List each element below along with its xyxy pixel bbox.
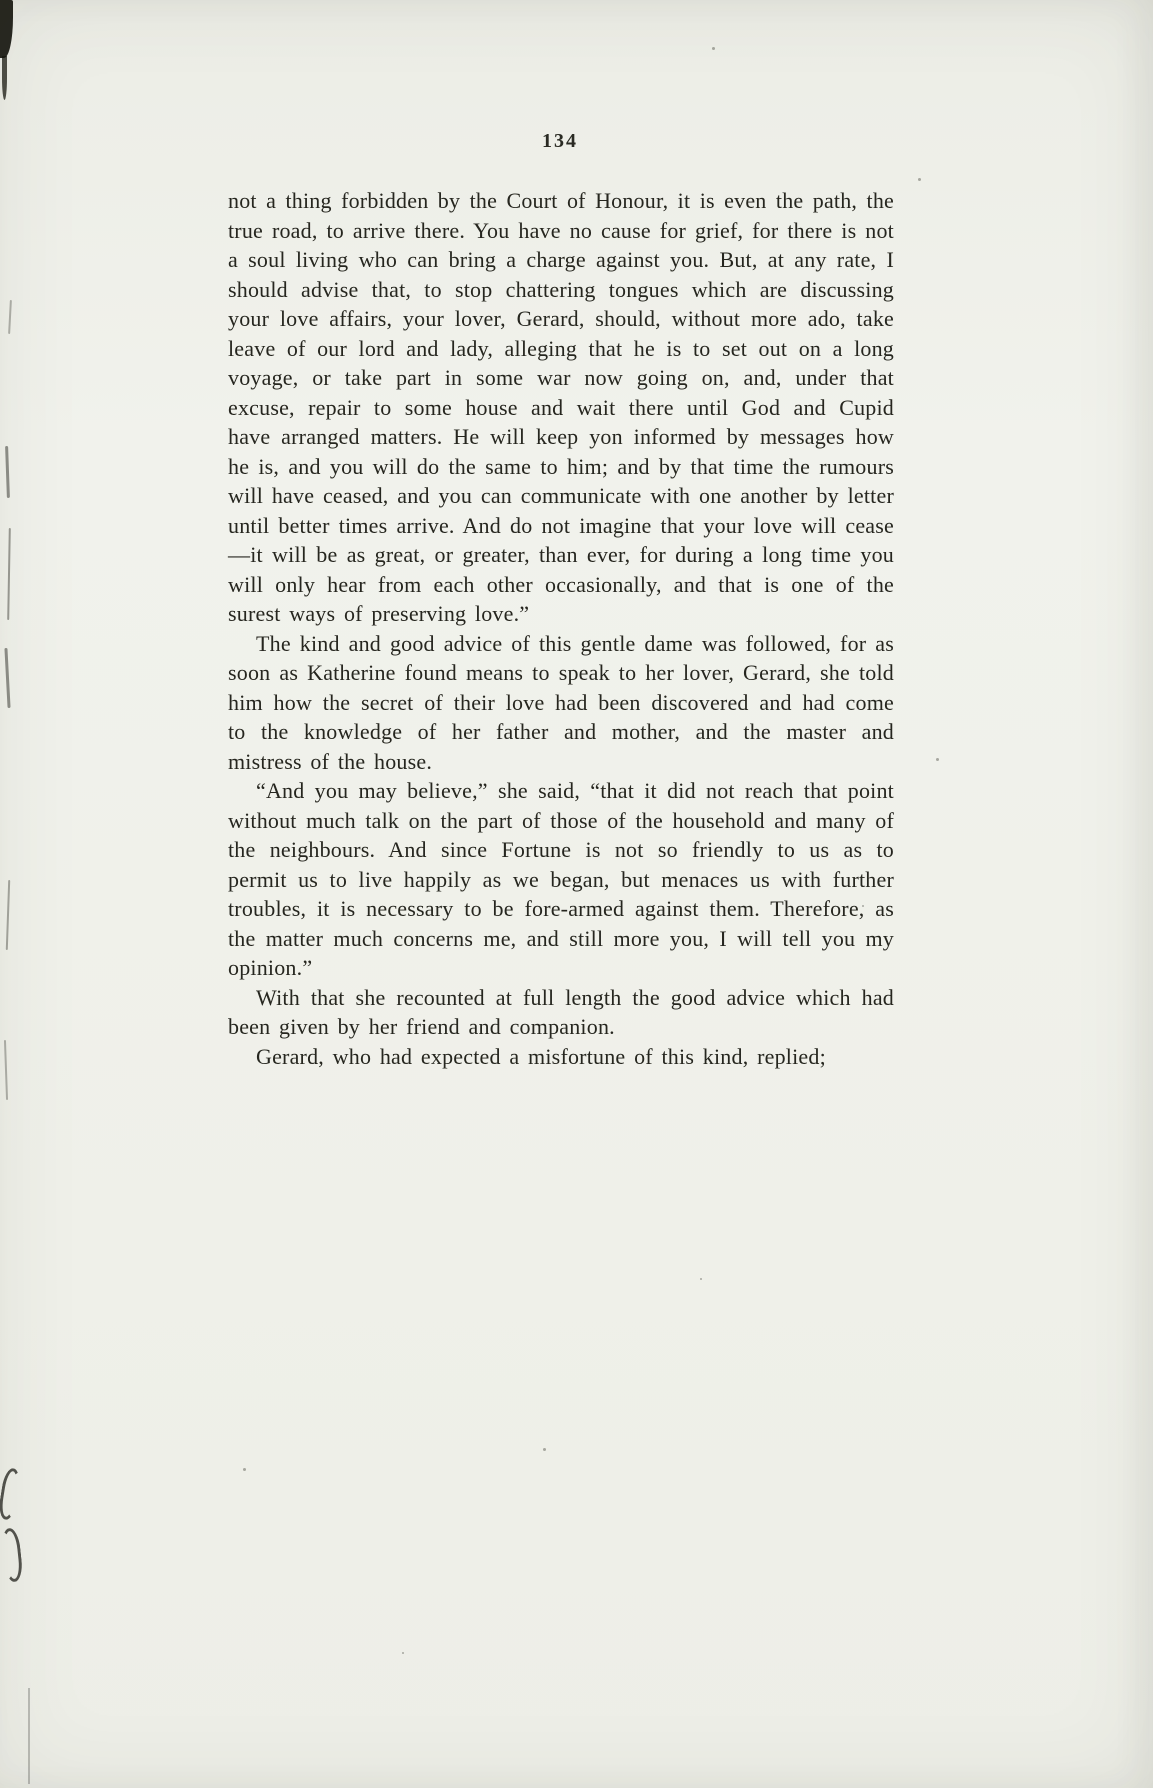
ink-blot [0, 0, 13, 58]
text-block [228, 186, 894, 1071]
page-number: 134 [542, 130, 578, 152]
paragraph-4: With that she recounted at full length the good advice which had been given by her friend and companion. [228, 984, 894, 1039]
ink-blot-tail [2, 56, 7, 100]
scan-speck [243, 1468, 246, 1471]
paragraph-1: not a thing forbidden by the Court of Honour, it is even the path, the true road, to arrive there. You have no cause for grief, for there is not a soul living who can bring a charge against you. But, at any rate, I should advise that, to stop chattering tongues which are discussing your love affairs, your lover, Gerard, should, without more ado, take leave of our lord and lady, alleging that he is to set out on a long voyage, or take part in some war now going on, and, under that excuse, repair to some house and wait there until God and Cupid have arranged matters. He will keep yon informed by messages how he is, and you will do the same to him; and by that time the rumours will have ceased, and you can communicate with one another by letter until better times arrive. And do not imagine that your love will cease—it will be as great, or greater, than ever, for during a long time you will only hear from each other occasionally, and that is one of the surest ways of preserving love.” [228, 188, 894, 626]
binding-mark [6, 880, 10, 950]
binding-mark [4, 1040, 8, 1100]
scan-speck [700, 1278, 702, 1280]
scan-speck [543, 1448, 546, 1451]
scan-speck [936, 758, 939, 761]
paragraph-2: The kind and good advice of this gentle dame was followed, for as soon as Katherine found means to speak to her lover, Gerard, she told him how the secret of their love had been discovered and had come to the knowledge of her father and mother, and the master and mistress of the house. [228, 630, 894, 774]
scan-speck [712, 47, 715, 50]
binding-mark [4, 648, 10, 708]
paragraph-3: “And you may believe,” she said, “that it did not reach that point without much talk on the part of those of the household and many of the neighbours. And since Fortune is not so friendly to us as to permit us to live happily as we began, but menaces us with further troubles, it is necessary to be fore-armed against them. Therefore, as the matter much concerns me, and still more you, I will tell you my opinion.” [228, 778, 894, 980]
scan-speck [918, 178, 921, 181]
binding-mark [28, 1688, 30, 1784]
scan-speck [402, 1652, 404, 1654]
binding-mark [8, 300, 12, 334]
binding-mark [0, 1467, 22, 1521]
binding-mark [0, 1527, 24, 1583]
binding-mark [7, 528, 11, 620]
paragraph-5: Gerard, who had expected a misfortune of this kind, replied; [256, 1043, 826, 1069]
binding-mark [5, 446, 10, 498]
